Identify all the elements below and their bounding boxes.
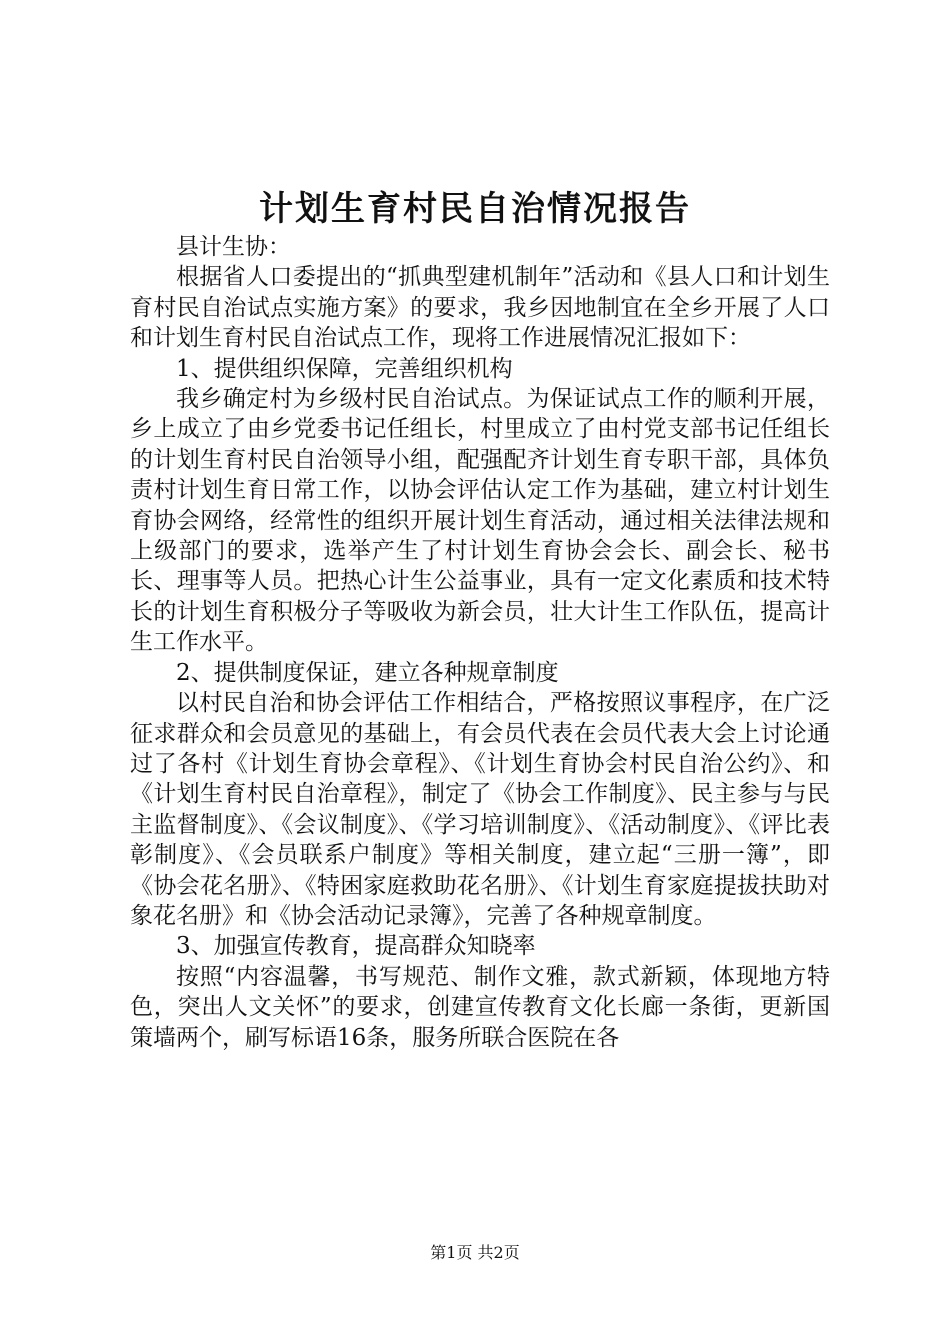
section-heading-3: 3、加强宣传教育，提高群众知晓率 xyxy=(176,933,536,960)
salutation: 县计生协： xyxy=(176,234,291,260)
page-footer: 第1页 共2页 xyxy=(430,1243,520,1262)
paragraph-intro: 根据省人口委提出的“抓典型建机制年”活动和《县人口和计划生育村民自治试点实施方案》的要求，我乡因地制宜在全乡开展了人口和计划生育村民自治试点工作，现将工作进展情况汇报如下： xyxy=(130,264,830,352)
paragraph-section-3: 按照“内容温馨，书写规范、制作文雅，款式新颖，体现地方特色，突出人文关怀”的要求，创建宣传教育文化长廊一条街，更新国策墙两个，刷写标语16条，服务所联合医院在各 xyxy=(130,963,830,1051)
paragraph-section-2: 以村民自治和协会评估工作相结合，严格按照议事程序，在广泛征求群众和会员意见的基础上，有会员代表在会员代表大会上讨论通过了各村《计划生育协会章程》、《计划生育协会村民自治公约》、和《计划生育村民自治章程》，制定了《协会工作制度》、民主参与与民主监督制度》、《会议制度》、《学习培训制度》、《活动制度》、《评比表彰制度》、《会员联系户制度》等相关制度，建立起“三册一簿”，即《协会花名册》、《特困家庭救助花名册》、《计划生育家庭提拔扶助对象花名册》和《协会活动记录簿》，完善了各种规章制度。 xyxy=(130,690,830,929)
document-body xyxy=(130,232,830,1053)
section-heading-2: 2、提供制度保证，建立各种规章制度 xyxy=(176,659,559,686)
paragraph-section-1: 我乡确定村为乡级村民自治试点。为保证试点工作的顺利开展，乡上成立了由乡党委书记任组长，村里成立了由村党支部书记任组长的计划生育村民自治领导小组，配强配齐计划生育专职干部，具体负责村计划生育日常工作，以协会评估认定工作为基础，建立村计划生育协会网络，经常性的组织开展计划生育活动，通过相关法律法规和上级部门的要求，选举产生了村计划生育协会会长、副会长、秘书长、理事等人员。把热心计生公益事业，具有一定文化素质和技术特长的计划生育积极分子等吸收为新会员，壮大计生工作队伍，提高计生工作水平。 xyxy=(130,386,830,656)
section-heading-1: 1、提供组织保障，完善组织机构 xyxy=(176,355,513,382)
document-title: 计划生育村民自治情况报告 xyxy=(259,189,691,229)
